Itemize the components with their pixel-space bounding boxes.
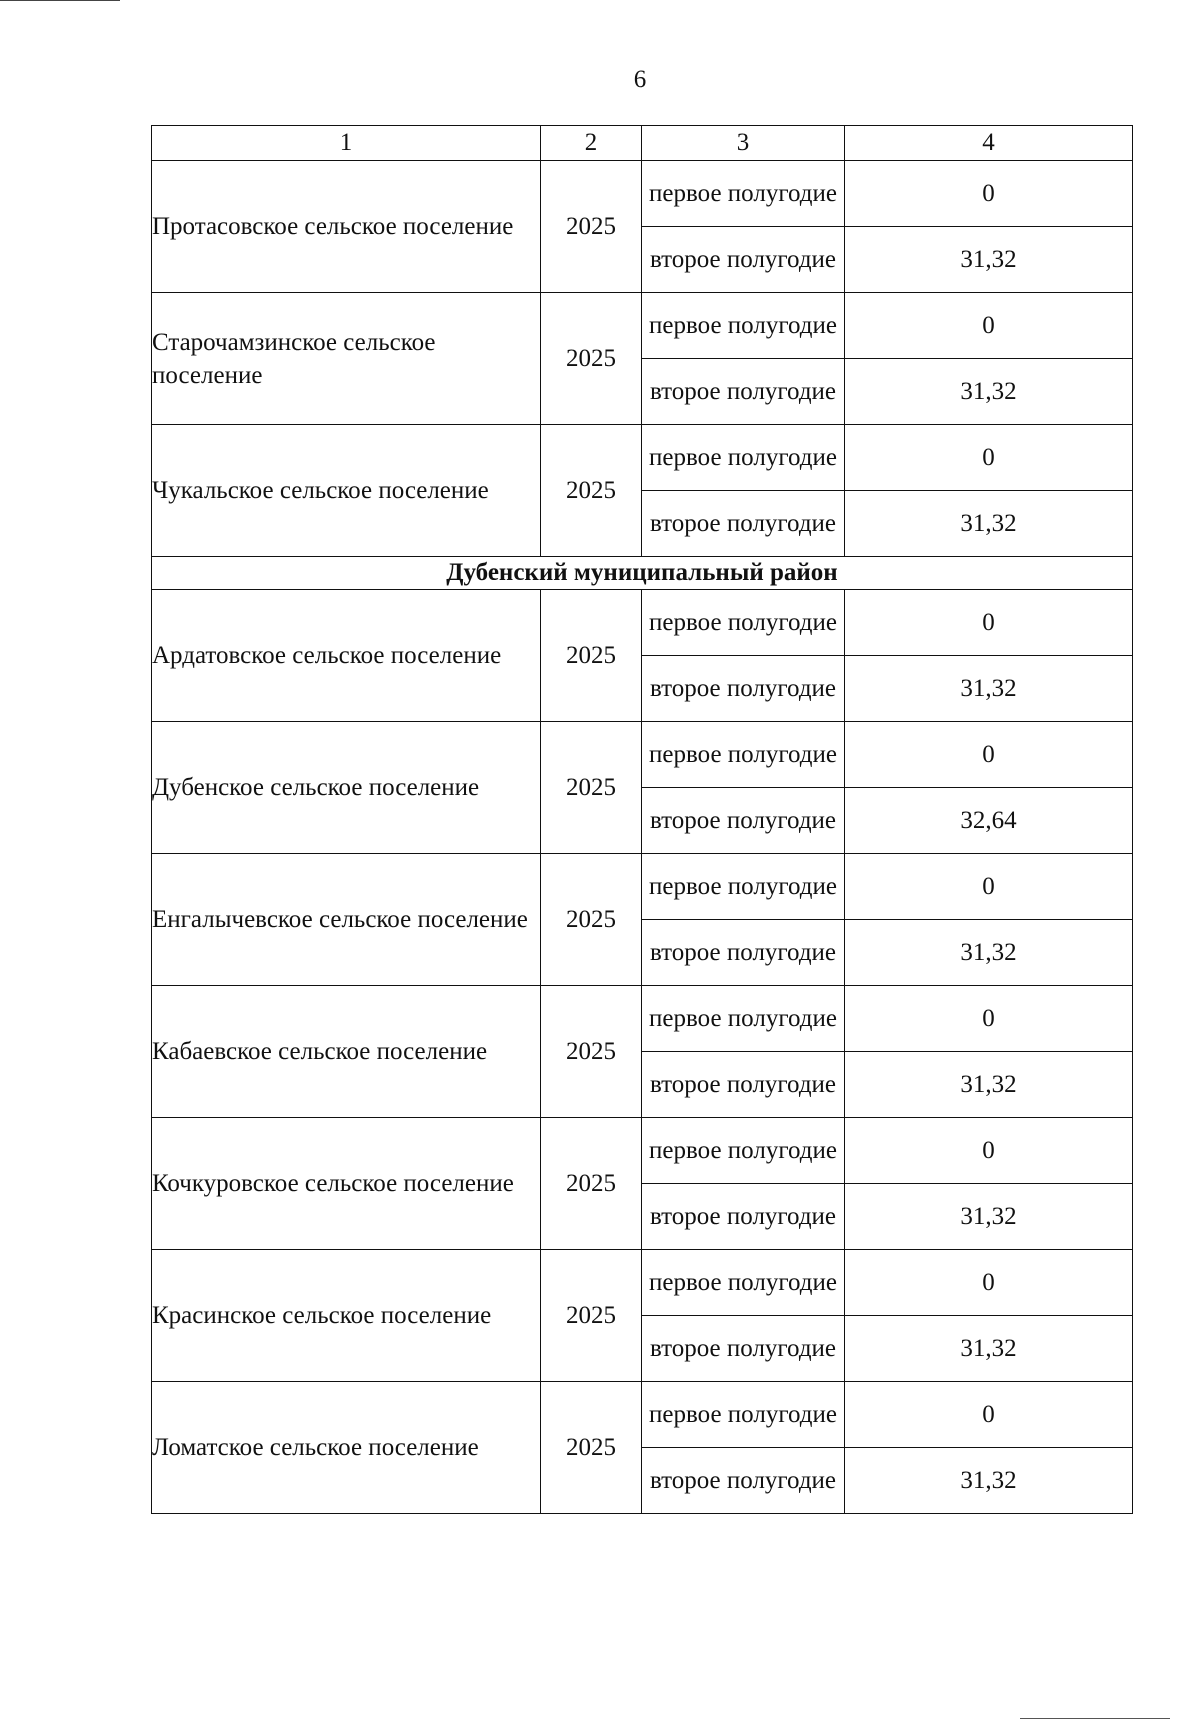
period-label-first: первое полугодие [642, 986, 845, 1052]
year-cell: 2025 [541, 1118, 642, 1250]
year-cell: 2025 [541, 722, 642, 854]
period-label-first: первое полугодие [642, 161, 845, 227]
table-row [152, 425, 1133, 491]
settlement-name: Чукальское сельское поселение [152, 425, 541, 557]
table-row [152, 986, 1133, 1052]
table-row [152, 293, 1133, 359]
value-second: 31,32 [845, 1184, 1133, 1250]
scan-edge-line-top [0, 0, 120, 1]
value-first: 0 [845, 590, 1133, 656]
table-row [152, 854, 1133, 920]
period-label-first: первое полугодие [642, 722, 845, 788]
period-label-first: первое полугодие [642, 1250, 845, 1316]
period-label-first: первое полугодие [642, 293, 845, 359]
period-label-second: второе полугодие [642, 920, 845, 986]
value-first: 0 [845, 1250, 1133, 1316]
district-row [152, 557, 1133, 590]
table-row [152, 161, 1133, 227]
period-label-first: первое полугодие [642, 854, 845, 920]
value-first: 0 [845, 425, 1133, 491]
period-label-second: второе полугодие [642, 656, 845, 722]
period-label-first: первое полугодие [642, 425, 845, 491]
period-label-first: первое полугодие [642, 1382, 845, 1448]
year-cell: 2025 [541, 293, 642, 425]
period-label-second: второе полугодие [642, 1184, 845, 1250]
table-row [152, 590, 1133, 656]
period-label-second: второе полугодие [642, 1316, 845, 1382]
value-first: 0 [845, 722, 1133, 788]
column-header-3: 3 [642, 126, 845, 161]
settlement-name: Дубенское сельское поселение [152, 722, 541, 854]
column-header-2: 2 [541, 126, 642, 161]
year-cell: 2025 [541, 1382, 642, 1514]
value-first: 0 [845, 986, 1133, 1052]
data-table [151, 125, 1133, 1514]
year-cell: 2025 [541, 986, 642, 1118]
table-header-row [152, 126, 1133, 161]
value-second: 31,32 [845, 1448, 1133, 1514]
settlement-name: Ломатское сельское поселение [152, 1382, 541, 1514]
district-heading: Дубенский муниципальный район [152, 557, 1133, 590]
value-second: 31,32 [845, 920, 1133, 986]
year-cell: 2025 [541, 854, 642, 986]
table-row [152, 1382, 1133, 1448]
table-row [152, 722, 1133, 788]
value-first: 0 [845, 1118, 1133, 1184]
settlement-name: Старочамзинское сельское поселение [152, 293, 541, 425]
year-cell: 2025 [541, 161, 642, 293]
settlement-name: Енгалычевское сельское поселение [152, 854, 541, 986]
value-second: 31,32 [845, 491, 1133, 557]
period-label-first: первое полугодие [642, 590, 845, 656]
period-label-second: второе полугодие [642, 359, 845, 425]
value-second: 31,32 [845, 227, 1133, 293]
value-second: 31,32 [845, 1316, 1133, 1382]
period-label-second: второе полугодие [642, 227, 845, 293]
settlement-name: Протасовское сельское поселение [152, 161, 541, 293]
table-row [152, 1118, 1133, 1184]
page-number: 6 [633, 66, 647, 93]
value-first: 0 [845, 1382, 1133, 1448]
table-row [152, 1250, 1133, 1316]
period-label-second: второе полугодие [642, 1052, 845, 1118]
settlement-name: Кочкуровское сельское поселение [152, 1118, 541, 1250]
settlement-name: Ардатовское сельское поселение [152, 590, 541, 722]
scan-edge-line-bottom [1020, 1718, 1170, 1719]
year-cell: 2025 [541, 590, 642, 722]
period-label-second: второе полугодие [642, 788, 845, 854]
value-first: 0 [845, 854, 1133, 920]
period-label-second: второе полугодие [642, 491, 845, 557]
value-second: 32,64 [845, 788, 1133, 854]
year-cell: 2025 [541, 1250, 642, 1382]
value-second: 31,32 [845, 1052, 1133, 1118]
column-header-1: 1 [152, 126, 541, 161]
period-label-second: второе полугодие [642, 1448, 845, 1514]
value-second: 31,32 [845, 656, 1133, 722]
column-header-4: 4 [845, 126, 1133, 161]
value-second: 31,32 [845, 359, 1133, 425]
year-cell: 2025 [541, 425, 642, 557]
value-first: 0 [845, 293, 1133, 359]
settlement-name: Красинское сельское поселение [152, 1250, 541, 1382]
value-first: 0 [845, 161, 1133, 227]
table-body [152, 126, 1133, 1514]
period-label-first: первое полугодие [642, 1118, 845, 1184]
settlement-name: Кабаевское сельское поселение [152, 986, 541, 1118]
